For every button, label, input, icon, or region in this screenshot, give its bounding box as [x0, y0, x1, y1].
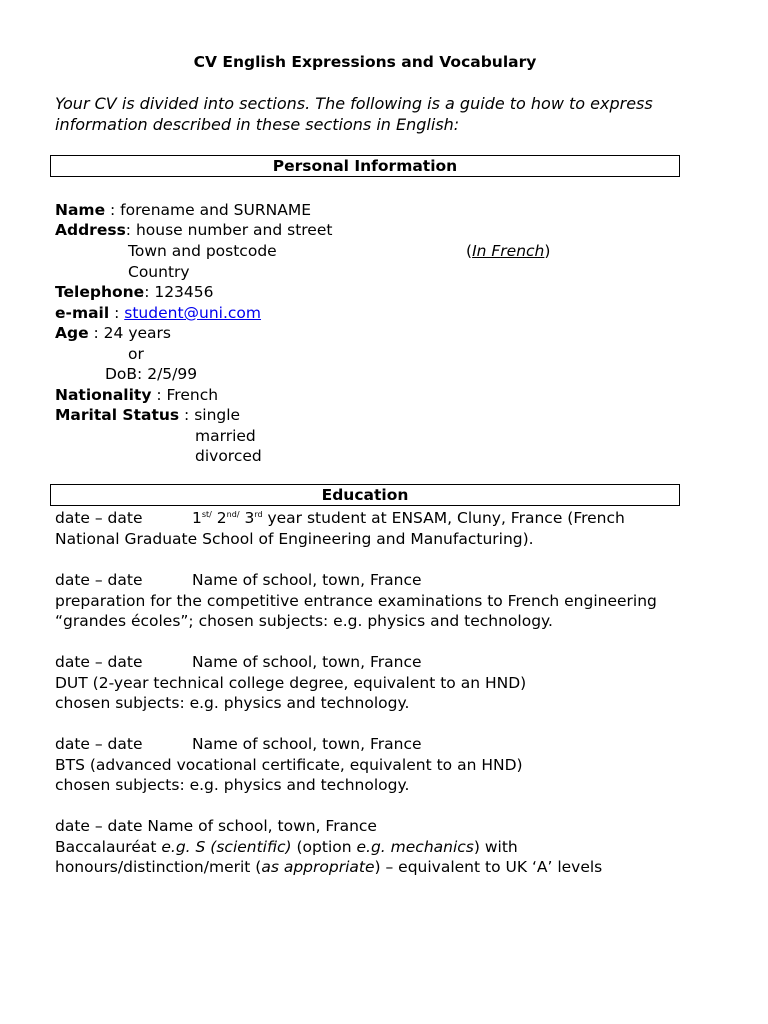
year-3: 3 — [239, 509, 255, 527]
nationality-value: : French — [151, 386, 219, 404]
year-1: 1 — [192, 509, 202, 527]
in-french-text: In French — [472, 242, 545, 260]
name-line — [55, 200, 311, 220]
education-entry-4-date: date – date — [55, 735, 143, 753]
equivalent-text: ) – equivalent to UK ‘A’ levels — [374, 858, 603, 876]
honours-text: honours/distinction/merit ( — [55, 858, 262, 876]
education-entry-2-line-2: preparation for the competitive entrance examinations to French engineering — [55, 592, 657, 610]
address-line — [55, 220, 332, 240]
marital-option-divorced: divorced — [195, 447, 262, 465]
address-line-2: Town and postcode — [128, 242, 277, 260]
education-entry-5-line-2 — [55, 837, 518, 857]
address-value: : house number and street — [125, 221, 333, 239]
option-text: (option — [291, 838, 357, 856]
in-french-note — [466, 241, 550, 261]
education-entry-3-line-3: chosen subjects: e.g. physics and technology. — [55, 694, 410, 712]
email-link[interactable]: student@uni.com — [124, 304, 262, 322]
education-entry-5-line-1: date – date Name of school, town, France — [55, 817, 377, 835]
education-entry-1-text — [192, 508, 625, 528]
address-label: Address — [55, 221, 126, 239]
email-separator: : — [109, 304, 125, 322]
education-entry-1-date: date – date — [55, 509, 143, 527]
education-entry-5-line-3 — [55, 857, 602, 877]
or-text: or — [128, 345, 144, 363]
year-2-suffix: nd/ — [226, 510, 240, 519]
nationality-line — [55, 385, 218, 405]
education-heading: Education — [50, 484, 680, 506]
email-label: e-mail — [55, 304, 110, 322]
name-value: : forename and SURNAME — [105, 201, 311, 219]
education-entry-3-date: date – date — [55, 653, 143, 671]
age-line — [55, 323, 171, 343]
education-entry-4-school: Name of school, town, France — [192, 735, 422, 753]
telephone-label: Telephone — [55, 283, 145, 301]
with-text: ) with — [473, 838, 518, 856]
education-entry-2-line-3: “grandes écoles”; chosen subjects: e.g. physics and technology. — [55, 612, 553, 630]
email-line — [55, 303, 261, 323]
as-appropriate-text: as appropriate — [261, 858, 375, 876]
intro-paragraph: Your CV is divided into sections. The following is a guide to how to express information described in these sections in English: — [55, 94, 653, 134]
education-entry-4-line-3: chosen subjects: e.g. physics and technology. — [55, 776, 410, 794]
name-label: Name — [55, 201, 106, 219]
marital-status-label: Marital Status — [55, 406, 180, 424]
education-entry-1-description: year student at ENSAM, Cluny, France (French — [262, 509, 625, 527]
telephone-line — [55, 282, 214, 302]
dob-line: DoB: 2/5/99 — [105, 365, 198, 383]
marital-option-married: married — [195, 427, 256, 445]
baccalaureat-text: Baccalauréat — [55, 838, 162, 856]
address-line-3: Country — [128, 263, 190, 281]
option-example: e.g. mechanics — [356, 838, 474, 856]
education-entry-3-line-2: DUT (2-year technical college degree, equivalent to an HND) — [55, 674, 527, 692]
education-entry-4-line-2: BTS (advanced vocational certificate, equivalent to an HND) — [55, 756, 523, 774]
year-2: 2 — [211, 509, 227, 527]
education-entry-3-school: Name of school, town, France — [192, 653, 422, 671]
age-value: : 24 years — [88, 324, 171, 342]
year-1-suffix: st/ — [201, 510, 212, 519]
paren-close: ) — [544, 242, 551, 260]
age-label: Age — [55, 324, 89, 342]
marital-status-line — [55, 405, 240, 425]
bac-example: e.g. S (scientific) — [161, 838, 292, 856]
year-3-suffix: rd — [254, 510, 263, 519]
document-title: CV English Expressions and Vocabulary — [193, 53, 537, 71]
education-entry-2-school: Name of school, town, France — [192, 571, 422, 589]
paren-open: ( — [466, 242, 473, 260]
nationality-label: Nationality — [55, 386, 152, 404]
personal-information-heading: Personal Information — [50, 155, 680, 177]
telephone-value: : 123456 — [144, 283, 214, 301]
education-entry-1-line-2: National Graduate School of Engineering and Manufacturing). — [55, 530, 534, 548]
marital-status-value: : single — [179, 406, 241, 424]
education-entry-2-date: date – date — [55, 571, 143, 589]
